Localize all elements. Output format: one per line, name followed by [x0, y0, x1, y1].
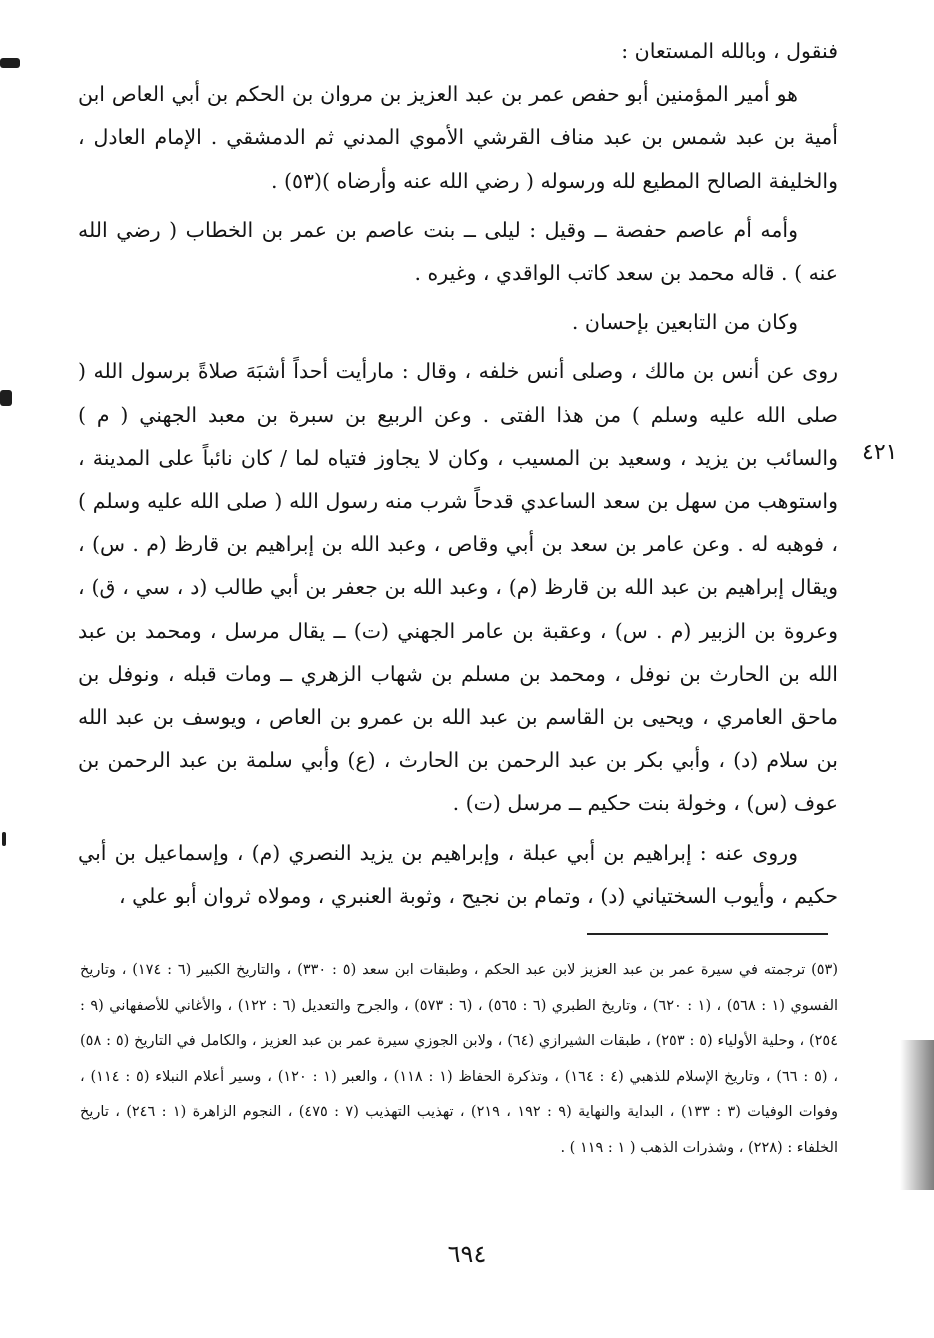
footnote-53: (٥٣) ترجمته في سيرة عمر بن عبد العزيز لابن عبد الحكم ، وطبقات ابن سعد (٥ : ٣٣٠) ، والتاريخ الكبير (٦ : ١٧٤) ، وتاريخ الفسوي (١ : ٥٦٨) ، (١ : ٦٢٠) ، وتاريخ الطبري (٦ : ٥٦٥) ، (٦ : ٥٧٣) ، والجرح والتعديل (٦ : ١٢٢) ، والأغاني للأصفهاني (٩ : ٢٥٤) ، وحلية الأولياء (٥ : ٢٥٣) ، طبقات الشيرازي (٦٤) ، ولابن الجوزي سيرة عمر بن عبد العزيز ، والكامل في التاريخ (٥ : ٥٨) ، (٥ : ٦٦) ، وتاريخ الإسلام للذهبي (٤ : ١٦٤) ، وتذكرة الحفاظ (١ : ١١٨) ، والعبر (١ : ١٢٠) ، وسير أعلام النبلاء (٥ : ١١٤) ، وفوات الوفيات (٣ : ١٣٣) ، البداية والنهاية (٩ : ١٩٢ ، ٢١٩) ، تهذيب التهذيب (٧ : ٤٧٥) ، النجوم الزاهرة (١ : ٢٤٦) ، تاريخ الخلفاء : (٢٢٨) ، وشذرات الذهب ( ١ : ١١٩ ) .	[80, 962, 839, 1156]
paragraph-lineage: هو أمير المؤمنين أبو حفص عمر بن عبد العزيز بن مروان بن الحكم بن أبي العاص ابن أمية بن عبد شمس بن عبد مناف القرشي الأموي المدني ثم الدمشقي . الإمام العادل ، والخليفة الصالح المطيع لله ورسوله ( رضي الله عنه وأرضاه )(٥٣) .	[78, 82, 838, 193]
scan-edge-shadow	[900, 1040, 934, 1190]
scan-mark-top	[0, 58, 20, 68]
margin-page-reference: ٤٢١	[862, 440, 898, 465]
paragraph-narrated-by: وروى عنه : إبراهيم بن أبي عبلة ، وإبراهيم بن يزيد النصري (م) ، وإسماعيل بن أبي حكيم ، وأيوب السختياني (د) ، وتمام بن نجيح ، وثوبة العنبري ، ومولاه ثروان أبو علي ،	[78, 840, 838, 908]
footnotes	[80, 953, 838, 1166]
paragraph-narrated-from: روى عن أنس بن مالك ، وصلى أنس خلفه ، وقال : مارأيت أحداً أشبَهَ صلاةً برسول الله ( صلى الله عليه وسلم ) من هذا الفتى . وعن الربيع بن سبرة بن معبد الجهني ( م ) والسائب بن يزيد ، وسعيد بن المسيب ، وكان لا يجاوز فتياه لما / كان نائباً على المدينة ، واستوهب من سهل بن سعد الساعدي قدحاً شرب منه رسول الله ( صلى الله عليه وسلم ) ، فوهبه له . وعن عامر بن سعد بن أبي وقاص ، وعبد الله بن إبراهيم بن قارظ (م . س) ، ويقال إبراهيم بن عبد الله بن قارظ (م) ، وعبد الله بن جعفر بن أبي طالب (د ، سي ، ق) ، وعروة بن الزبير (م . س) ، وعقبة بن عامر الجهني (ت) ــ يقال مرسل ، ومحمد بن عبد الله بن الحارث بن نوفل ، ومحمد بن مسلم بن شهاب الزهري ــ ومات قبله ، ونوفل بن ماحق العامري ، ويحيى بن القاسم بن عبد الله بن عمرو بن العاص ، ويوسف بن عبد الله بن سلام (د) ، وأبي بكر بن عبد الرحمن بن الحارث ، (ع) وأبي سلمة بن عبد الرحمن بن عوف (س) ، وخولة بنت حكيم ــ مرسل (ت) .	[78, 359, 838, 816]
footnote-divider	[587, 933, 828, 935]
scan-mark-lower	[2, 832, 6, 846]
scan-mark-middle	[0, 390, 12, 406]
page-number: ٦٩٤	[447, 1240, 487, 1268]
paragraph-mother: وأمه أم عاصم حفصة ــ وقيل : ليلى ــ بنت عاصم بن عمر بن الخطاب ( رضي الله عنه ) . قاله محمد بن سعد كاتب الواقدي ، وغيره .	[78, 217, 838, 286]
opening-line: فنقول ، وبالله المستعان :	[621, 39, 838, 63]
paragraph-tabiin: وكان من التابعين بإحسان .	[571, 310, 798, 335]
main-text	[78, 30, 838, 918]
